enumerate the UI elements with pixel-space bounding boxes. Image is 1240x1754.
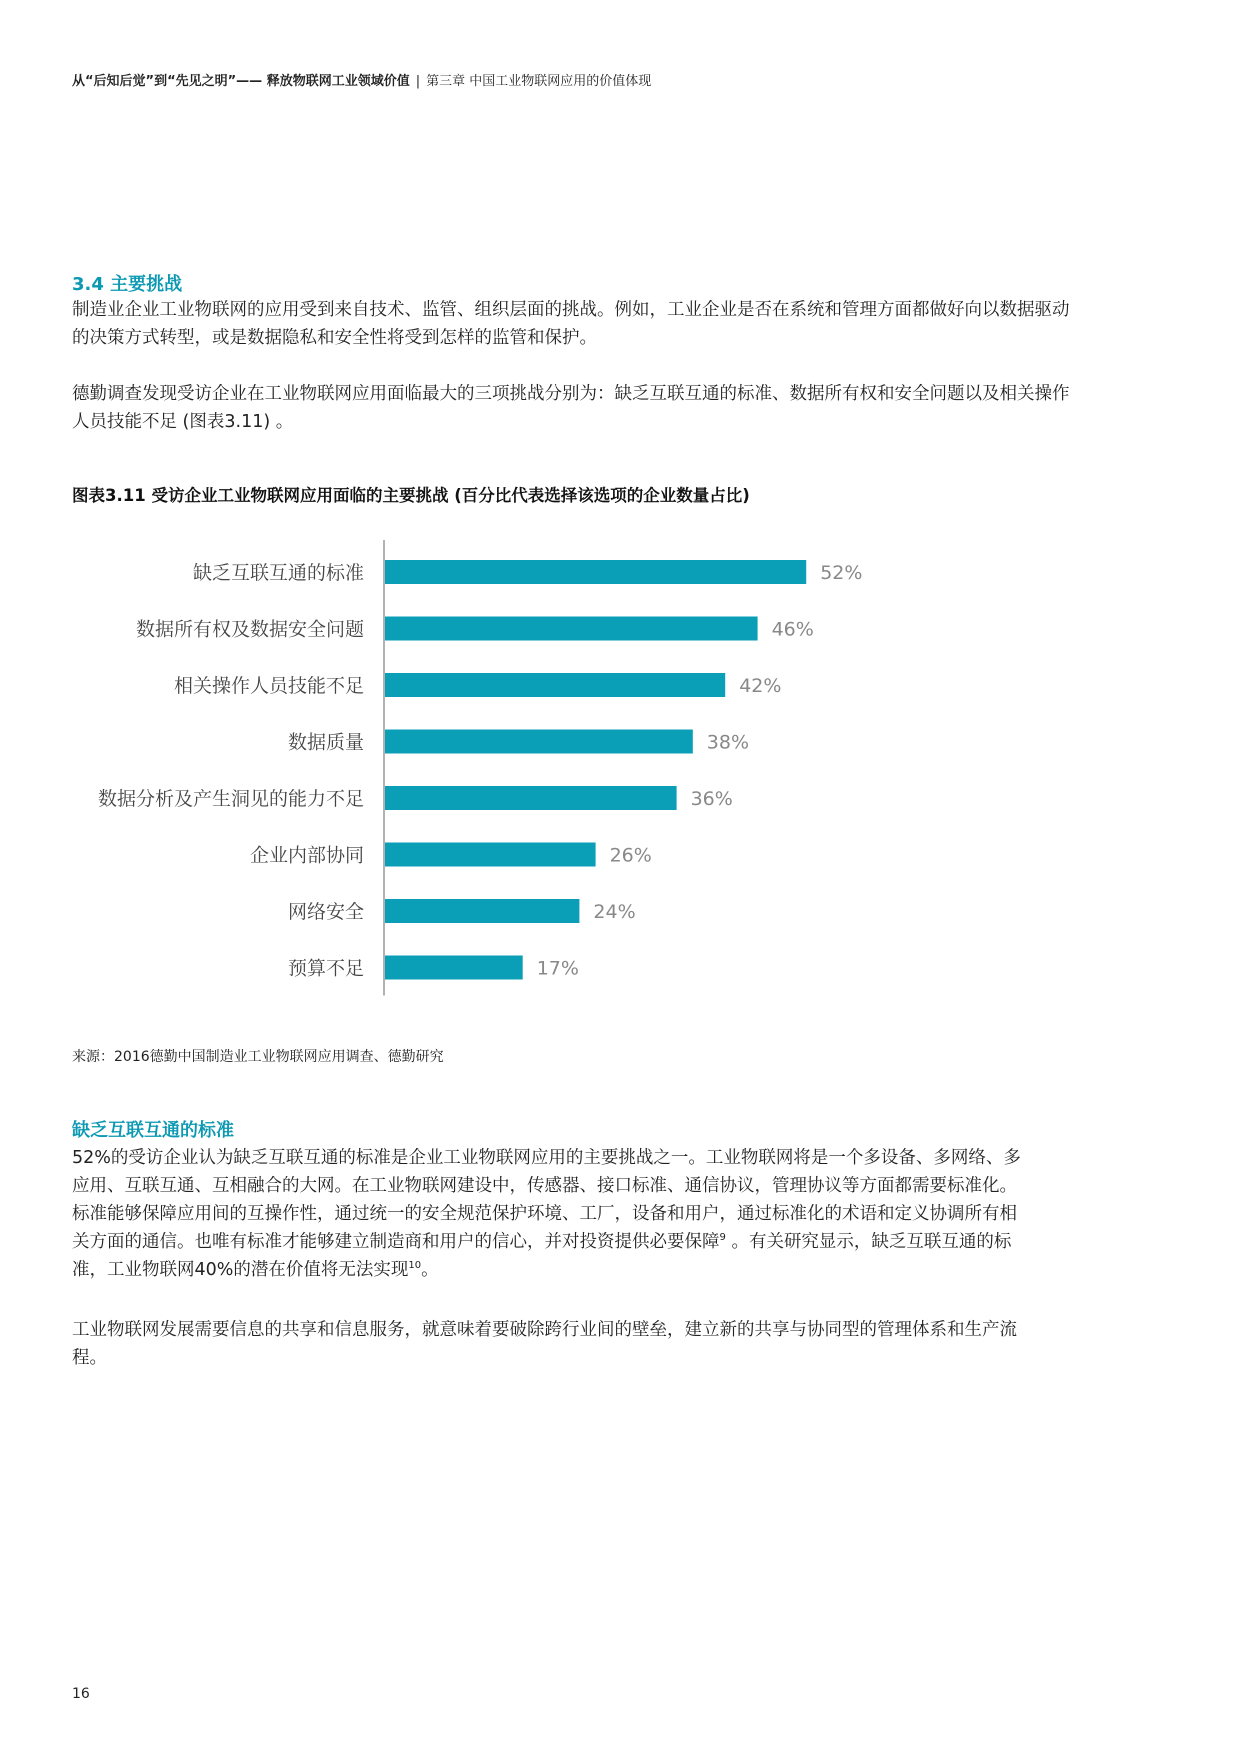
category-label: 预算不足 (287, 957, 364, 980)
figure-source: 来源：2016德勤中国制造业工业物联网应用调查、德勤研究 (72, 1049, 444, 1065)
bar (385, 899, 579, 923)
category-label: 数据分析及产生洞见的能力不足 (97, 788, 364, 810)
bar (385, 617, 758, 641)
subsection-paragraph-1 (72, 1144, 1032, 1284)
subsection-paragraph-1-mid: 。有关研究显示，缺乏互联互通的标准，工业物联网40%的潜在价值将无法实现 (72, 1232, 1012, 1280)
header-separator: | (415, 74, 421, 89)
category-label: 数据质量 (287, 731, 364, 754)
bar-chart (0, 540, 1240, 1010)
section-paragraph-2: 德勤调查发现受访企业在工业物联网应用面临最大的三项挑战分别为：缺乏互联互通的标准、数据所有权和安全问题以及相关操作人员技能不足 (图表3.11) 。 (72, 384, 1070, 432)
page-number: 16 (72, 1686, 90, 1702)
header-chapter: 第三章 中国工业物联网应用的价值体现 (426, 74, 652, 89)
data-label: 46% (771, 618, 814, 641)
bar (385, 560, 806, 584)
bar (385, 730, 693, 754)
subsection-title: 缺乏互联互通的标准 (72, 1120, 234, 1141)
bar (385, 843, 596, 867)
subsection-paragraph-2: 工业物联网发展需要信息的共享和信息服务，就意味着要破除跨行业间的壁垒，建立新的共享与协同型的管理体系和生产流程。 (72, 1320, 1017, 1368)
bar (385, 786, 677, 810)
data-label: 24% (593, 901, 636, 923)
category-label: 企业内部协同 (249, 844, 364, 867)
data-label: 26% (609, 844, 652, 867)
bar (385, 673, 725, 697)
section-paragraph-1: 制造业企业工业物联网的应用受到来自技术、监管、组织层面的挑战。例如，工业企业是否在系统和管理方面都做好向以数据驱动的决策方式转型，或是数据隐私和安全性将受到怎样的监管和保护。 (72, 300, 1070, 348)
subsection-paragraph-1-main: 52%的受访企业认为缺乏互联互通的标准是企业工业物联网应用的主要挑战之一。工业物联网将是一个多设备、多网络、多应用、互联互通、互相融合的大网。在工业物联网建设中，传感器、接口标准、通信协议，管理协议等方面都需要标准化。标准能够保障应用间的互操作性，通过统一的安全规范保护环境、工厂，设备和用户，通过标准化的术语和定义协调所有相关方面的通信。也唯有标准才能够建立制造商和用户的信心，并对投资提供必要保障 (72, 1148, 1021, 1252)
data-label: 36% (690, 788, 733, 810)
section-title: 3.4 主要挑战 (72, 274, 183, 295)
data-label: 38% (706, 731, 750, 754)
category-label: 网络安全 (287, 901, 364, 923)
category-label: 缺乏互联互通的标准 (192, 562, 364, 584)
footnote-ref-10: 10 (408, 1260, 422, 1272)
subsection-paragraph-1-end: 。 (421, 1260, 439, 1280)
category-label: 相关操作人员技能不足 (173, 675, 364, 697)
data-label: 52% (820, 562, 863, 584)
running-header (72, 70, 651, 89)
bar (385, 956, 523, 980)
category-label: 数据所有权及数据安全问题 (135, 618, 364, 641)
footnote-ref-9: 9 (719, 1232, 726, 1244)
header-title: 从“后知后觉”到“先见之明”—— 释放物联网工业领域价值 (72, 74, 410, 89)
data-label: 17% (536, 957, 579, 980)
figure-title: 图表3.11 受访企业工业物联网应用面临的主要挑战 (百分比代表选择该选项的企业数量占比) (72, 486, 750, 505)
data-label: 42% (739, 675, 782, 697)
